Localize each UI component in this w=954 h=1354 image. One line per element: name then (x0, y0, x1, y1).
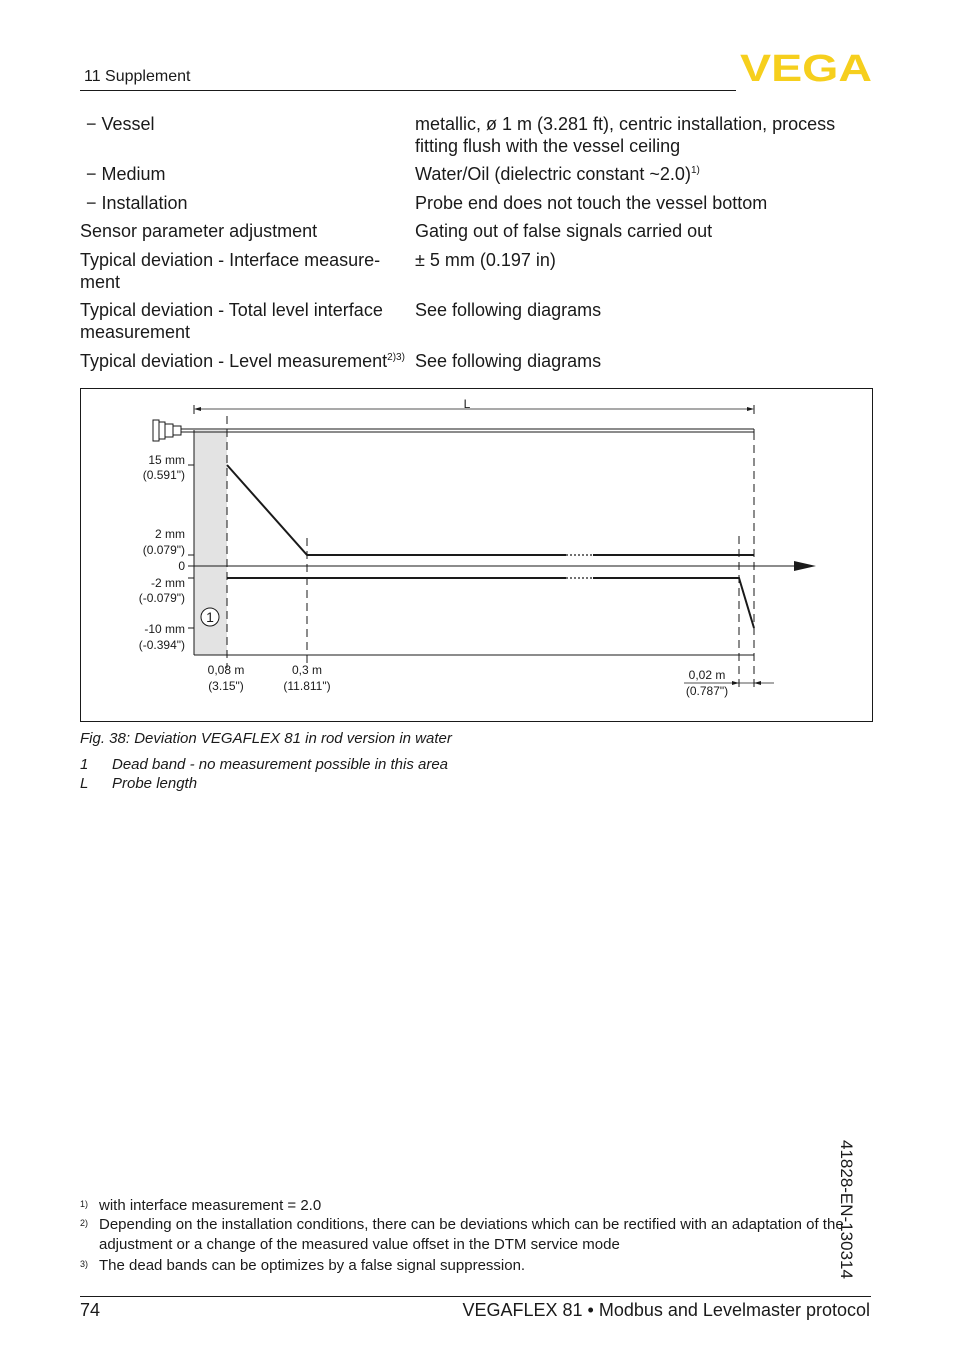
footnote-mark: 3) (80, 1259, 89, 1269)
upper-deviation-line (227, 465, 566, 555)
footnote-ref: 1) (690, 165, 700, 176)
footnote-ref: 2)3) (387, 352, 405, 363)
header-rule (80, 90, 736, 91)
y-tick-label: -2 mm (151, 576, 185, 590)
x-tick-label: (3.15") (208, 679, 244, 693)
spec-label: − Medium (86, 164, 166, 184)
footnote-text: The dead bands can be optimizes by a false signal suppression. (99, 1257, 526, 1274)
spec-label (80, 350, 415, 372)
spec-value: Gating out of false signals carried out (415, 221, 713, 241)
y-tick-label: 15 mm (148, 453, 185, 467)
spec-value (415, 163, 855, 185)
spec-label: Sensor parameter adjustment (80, 221, 318, 241)
footer-title: VEGAFLEX 81 • Modbus and Levelmaster protocol (462, 1300, 870, 1320)
dead-band-callout-label: 1 (206, 609, 214, 625)
spec-label: − Installation (86, 193, 188, 213)
vega-logo (740, 52, 872, 82)
y-tick-label: (-0.394") (138, 638, 185, 652)
spec-value: ± 5 mm (0.197 in) (415, 250, 556, 270)
x-tick-label: 0,02 m (688, 668, 726, 682)
footnote-text: Depending on the installation conditions, there can be deviations which can be rectified with an adaptation of the adjustment or a change of the measured value offset in the DTM service mode (99, 1216, 844, 1253)
probe-length-label: L (463, 397, 471, 411)
spec-value-text: Water/Oil (dielectric constant ~2.0) (415, 164, 691, 184)
section-header: 11 Supplement (84, 68, 191, 85)
x-tick-label: (0.787") (685, 684, 729, 698)
x-tick-label: 0,08 m (207, 663, 245, 677)
legend-text: Probe length (112, 775, 198, 792)
spec-value: metallic, ø 1 m (3.281 ft), centric installation, process fitting flush with the vessel ceiling (415, 114, 836, 156)
x-tick-label: (11.811") (283, 679, 331, 693)
x-axis-arrow (794, 561, 816, 571)
legend-text: Dead band - no measurement possible in this area (112, 756, 449, 773)
footnote-mark: 2) (80, 1218, 89, 1228)
legend-key: L (80, 775, 89, 792)
y-tick-label: -10 mm (144, 622, 185, 636)
footer-rule (80, 1296, 871, 1297)
y-tick-label: (-0.079") (138, 591, 185, 605)
spec-label: Typical deviation - Interface measure-ment (80, 250, 381, 292)
spec-value: See following diagrams (415, 300, 602, 320)
spec-value: Probe end does not touch the vessel bottom (415, 193, 768, 213)
y-tick-label: (0.591") (142, 468, 185, 482)
spec-label-text: Typical deviation - Level measurement (80, 351, 388, 371)
document-code: 41828-EN-130314 (837, 1140, 856, 1279)
figure-caption: Fig. 38: Deviation VEGAFLEX 81 in rod version in water (80, 730, 452, 747)
y-tick-label: 0 (178, 559, 185, 573)
page-number: 74 (80, 1300, 101, 1320)
spec-value: See following diagrams (415, 351, 602, 371)
probe-icon (153, 420, 194, 441)
footnote-mark: 1) (80, 1199, 89, 1209)
vega-logo-text: VEGA (740, 52, 872, 82)
deviation-diagram (80, 388, 872, 721)
y-tick-label: (0.079") (142, 543, 185, 557)
spec-label: Typical deviation - Total level interface measurement (80, 300, 383, 342)
footnote-text: with interface measurement = 2.0 (99, 1197, 322, 1214)
spec-label: − Vessel (86, 114, 155, 134)
legend-key: 1 (80, 756, 89, 773)
lower-deviation-line (593, 578, 754, 628)
y-tick-label: 2 mm (155, 527, 185, 541)
x-tick-label: 0,3 m (291, 663, 323, 677)
